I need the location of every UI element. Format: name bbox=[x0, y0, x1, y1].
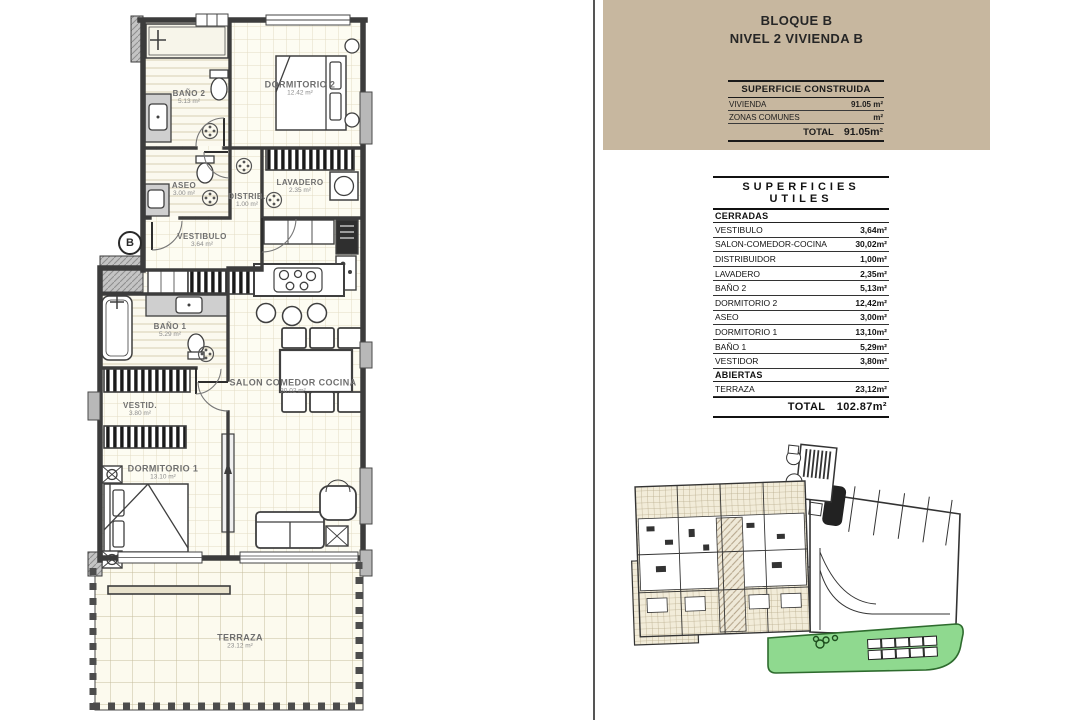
superficies-utiles-table bbox=[713, 176, 889, 418]
room-label-terraza: TERRAZA 23.12 m² bbox=[217, 632, 263, 650]
section-cerradas: CERRADAS bbox=[713, 210, 889, 223]
table-row: VESTIBULO 3,64m² bbox=[713, 223, 889, 238]
table-row: SALON-COMEDOR-COCINA 30,02m² bbox=[713, 238, 889, 253]
table-title: SUPERFICIES UTILES bbox=[713, 176, 889, 210]
room-label-dormitorio1: DORMITORIO 1 13.10 m² bbox=[127, 463, 199, 481]
table-row: DORMITORIO 2 12,42m² bbox=[713, 296, 889, 311]
block-title: BLOQUE B bbox=[760, 13, 833, 28]
room-label-bano1: BAÑO 1 5.29 m² bbox=[153, 322, 187, 338]
table-title: SUPERFICIE CONSTRUIDA bbox=[728, 80, 884, 98]
table-total-row: TOTAL 102.87m² bbox=[713, 397, 889, 418]
room-label-aseo: ASEO 3.00 m² bbox=[171, 181, 197, 197]
room-label-lavadero: LAVADERO 2.35 m² bbox=[276, 178, 324, 194]
table-row: TERRAZA 23,12m² bbox=[713, 382, 889, 397]
table-row: ASEO 3,00m² bbox=[713, 311, 889, 326]
superficie-construida-table bbox=[728, 80, 884, 142]
table-row bbox=[728, 111, 884, 124]
table-row: BAÑO 1 5,29m² bbox=[713, 340, 889, 355]
room-label-dormitorio2: DORMITORIO 2 12.42 m² bbox=[264, 79, 336, 97]
room-label-vestidor: VESTID. 3.80 m² bbox=[123, 401, 157, 417]
table-row bbox=[728, 98, 884, 111]
level-title: NIVEL 2 VIVIENDA B bbox=[729, 31, 864, 46]
table-row: VESTIDOR 3,80m² bbox=[713, 354, 889, 369]
row-value: m² bbox=[873, 112, 883, 122]
row-label: ZONAS COMUNES bbox=[729, 112, 800, 122]
table-row: DISTRIBUIDOR 1,00m² bbox=[713, 252, 889, 267]
table-row: BAÑO 2 5,13m² bbox=[713, 281, 889, 296]
building-block bbox=[629, 481, 810, 645]
row-label: VIVIENDA bbox=[729, 99, 767, 109]
unit-b-marker: B bbox=[118, 231, 142, 255]
room-label-distribuidor: DISTRIB. 1.00 m² bbox=[228, 192, 266, 208]
row-value: 91.05 m² bbox=[850, 99, 883, 109]
table-row: LAVADERO 2,35m² bbox=[713, 267, 889, 282]
section-abiertas: ABIERTAS bbox=[713, 369, 889, 382]
room-label-bano2: BAÑO 2 5.13 m² bbox=[172, 89, 206, 105]
total-value: 91.05m² bbox=[843, 126, 883, 138]
total-label: TOTAL bbox=[803, 127, 834, 138]
page-title bbox=[603, 12, 990, 48]
table-row: DORMITORIO 1 13,10m² bbox=[713, 325, 889, 340]
room-label-salon: SALON COMEDOR COCINA 30.02 m² bbox=[229, 377, 357, 395]
room-label-vestibulo: VESTIBULO 3.64 m² bbox=[177, 232, 227, 248]
page-divider bbox=[593, 0, 595, 720]
table-total-row bbox=[728, 124, 884, 142]
site-key-plan bbox=[620, 440, 1000, 685]
